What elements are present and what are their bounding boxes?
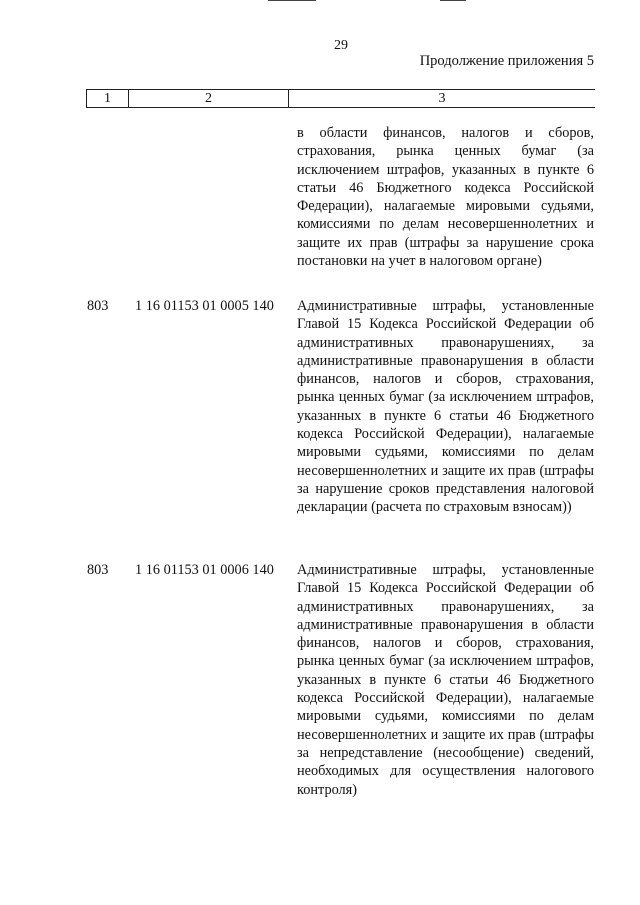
column-header-2: 2 [129,90,289,107]
admin-code-cell: 803 [87,298,109,314]
column-header-3: 3 [438,91,446,106]
budget-code-cell: 1 16 01153 01 0006 140 [135,562,274,578]
continuation-heading: Продолжение приложения 5 [419,53,594,69]
column-header-1: 1 [87,90,129,107]
budget-code-cell: 1 16 01153 01 0005 140 [135,298,274,314]
scan-edge-mark [268,0,316,1]
description-cell: в области финансов, налогов и сборов, страхования, рынка ценных бумаг (за исключением штрафов, указанных в пункте 6 статьи 46 Бюджетного кодекса Российской Федерации), налагаемые мировыми судьями, комиссиями по делам несовершеннолетних и защите их прав (штрафы за нарушение срока постановки на учет в налоговом органе) [297,125,594,270]
admin-code-cell: 803 [87,562,109,578]
description-cell: Административные штрафы, установленные Главой 15 Кодекса Российской Федерации об административных правонарушениях, за административные правонарушения в области финансов, налогов и сборов, страхования, рынка ценных бумаг (за исключением штрафов, указанных в пункте 6 статьи 46 Бюджетного кодекса Российской Федерации), налагаемые мировыми судьями, комиссиями по делам несовершеннолетних и защите их прав (штрафы за нарушение сроков представления налоговой декларации (расчета по страховым взносам)) [297,298,594,516]
scan-edge-mark [440,0,466,1]
description-cell: Административные штрафы, установленные Главой 15 Кодекса Российской Федерации об административных правонарушениях, за административные правонарушения в области финансов, налогов и сборов, страхования, рынка ценных бумаг (за исключением штрафов, указанных в пункте 6 статьи 46 Бюджетного кодекса Российской Федерации), налагаемые мировыми судьями, комиссиями по делам несовершеннолетних и защите их прав (штрафы за непредставление (несообщение) сведений, необходимых для осуществления налогового контроля) [297,562,594,798]
table-header-row [86,89,595,108]
page-number: 29 [334,38,348,53]
